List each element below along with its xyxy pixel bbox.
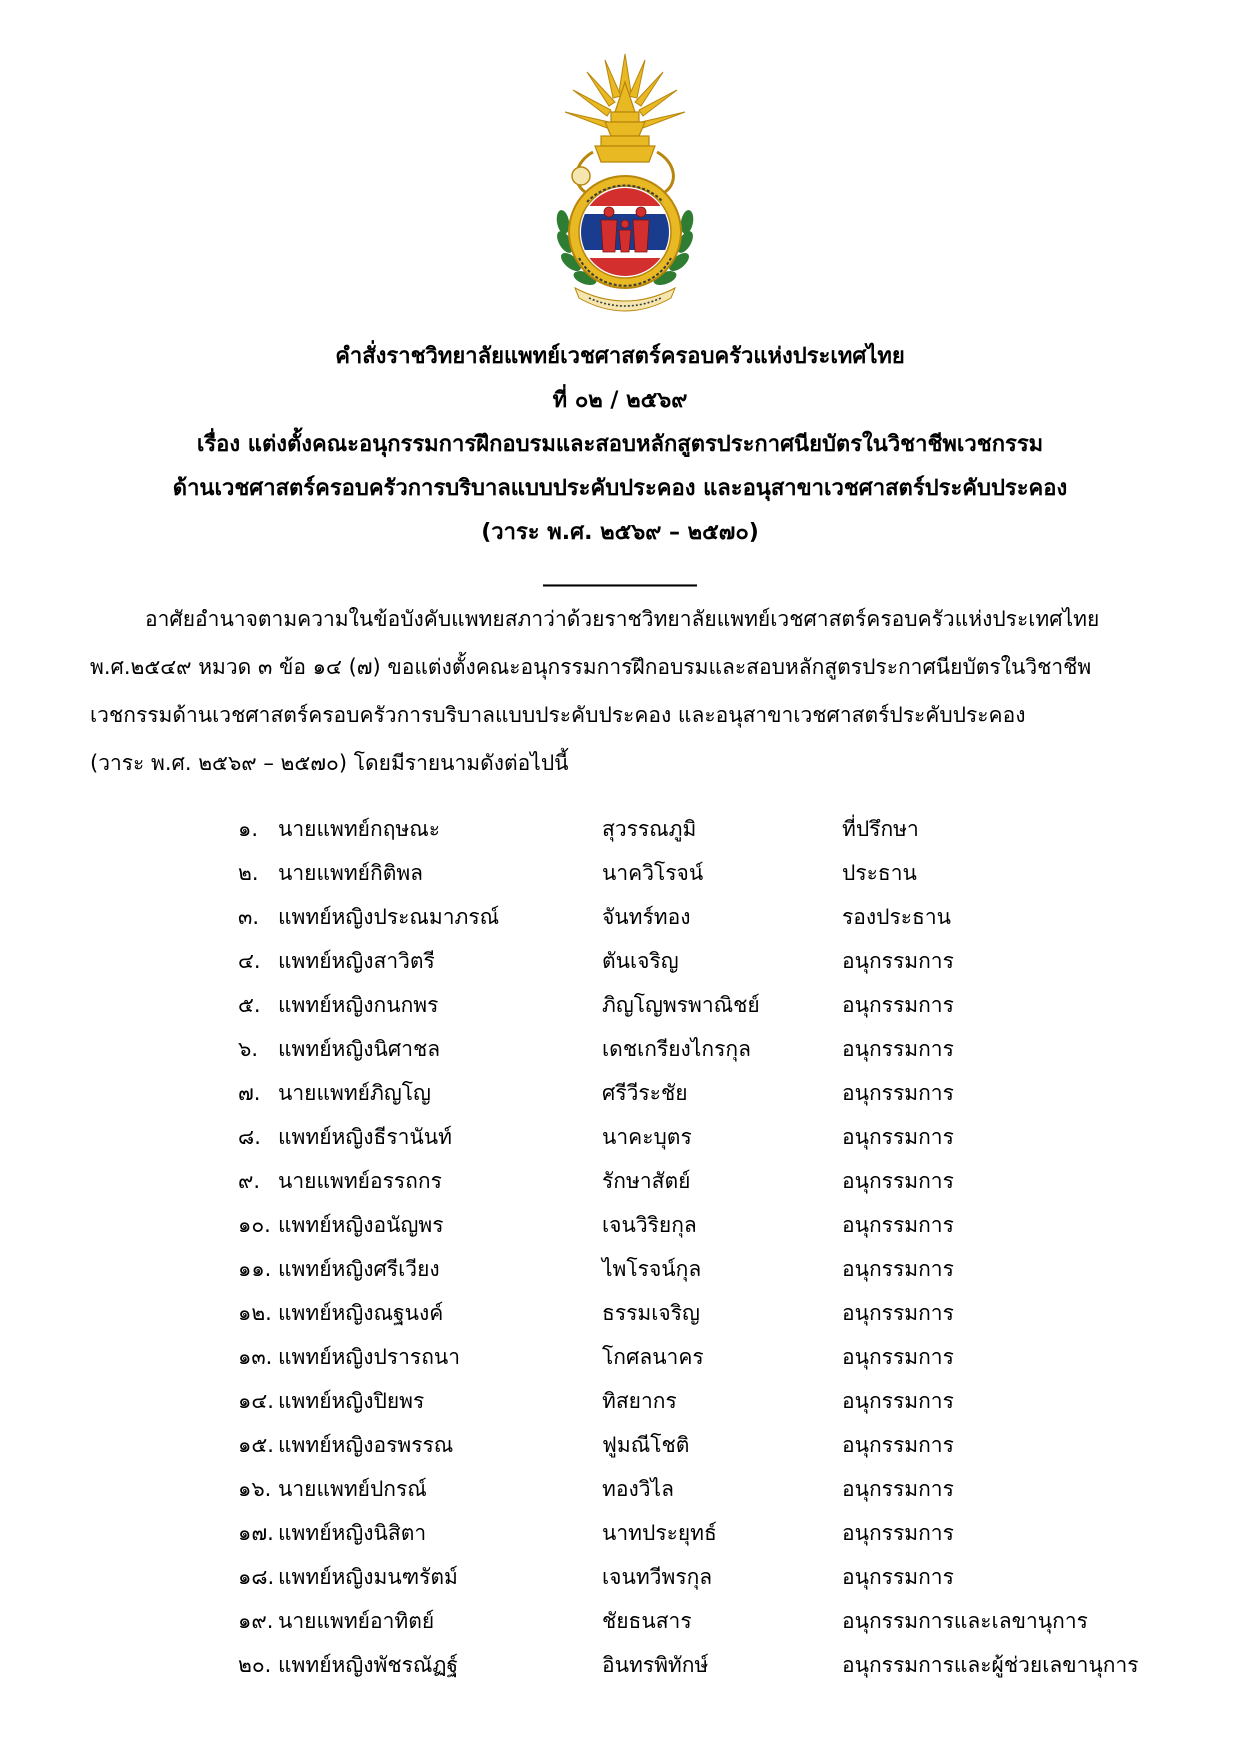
member-number: ๗. bbox=[238, 1081, 261, 1105]
member-number: ๘. bbox=[238, 1125, 261, 1149]
member-role: อนุกรรมการ bbox=[842, 1565, 954, 1589]
member-number: ๒. bbox=[238, 861, 259, 885]
preamble-line-1: อาศัยอำนาจตามความในข้อบังคับแพทยสภาว่าด้วยราชวิทยาลัยแพทย์เวชศาสตร์ครอบครัวแห่งประเทศไทย bbox=[145, 607, 1100, 631]
member-first-name: นายแพทย์กิติพล bbox=[278, 861, 424, 885]
member-role: อนุกรรมการ bbox=[842, 1037, 954, 1061]
member-number: ๑. bbox=[238, 817, 259, 841]
member-first-name: แพทย์หญิงอนัญพร bbox=[278, 1213, 444, 1237]
member-number: ๑๐. bbox=[238, 1213, 271, 1237]
member-last-name: ฟูมณีโชติ bbox=[602, 1433, 690, 1457]
member-number: ๒๐. bbox=[238, 1653, 272, 1677]
member-role: ที่ปรึกษา bbox=[842, 817, 919, 841]
member-role: อนุกรรมการและผู้ช่วยเลขานุการ bbox=[842, 1653, 1139, 1677]
member-first-name: แพทย์หญิงปิยพร bbox=[278, 1389, 425, 1413]
member-number: ๔. bbox=[238, 949, 261, 973]
member-last-name: อินทรพิทักษ์ bbox=[602, 1653, 709, 1677]
member-first-name: แพทย์หญิงอรพรรณ bbox=[278, 1433, 454, 1457]
title-divider: ______________ bbox=[543, 562, 697, 587]
member-role: อนุกรรมการ bbox=[842, 1301, 954, 1325]
member-last-name: ทิสยากร bbox=[602, 1389, 677, 1413]
member-number: ๑๘. bbox=[238, 1565, 275, 1589]
member-role: อนุกรรมการ bbox=[842, 1389, 954, 1413]
member-first-name: นายแพทย์ภิญโญ bbox=[278, 1081, 431, 1105]
member-last-name: นาควิโรจน์ bbox=[602, 861, 704, 885]
member-first-name: แพทย์หญิงสาวิตรี bbox=[278, 949, 435, 973]
member-row bbox=[0, 946, 1240, 990]
member-row bbox=[0, 1122, 1240, 1166]
member-number: ๑๙. bbox=[238, 1609, 274, 1633]
member-number: ๙. bbox=[238, 1169, 261, 1193]
member-row bbox=[0, 814, 1240, 858]
member-last-name: เจนวิริยกุล bbox=[602, 1213, 697, 1237]
member-number: ๑๑. bbox=[238, 1257, 272, 1281]
member-row bbox=[0, 1474, 1240, 1518]
member-row bbox=[0, 1078, 1240, 1122]
member-number: ๖. bbox=[238, 1037, 259, 1061]
member-first-name: แพทย์หญิงมนฑรัตม์ bbox=[278, 1565, 458, 1589]
member-role: ประธาน bbox=[842, 861, 917, 885]
member-role: อนุกรรมการ bbox=[842, 1477, 954, 1501]
member-role: อนุกรรมการ bbox=[842, 1213, 954, 1237]
member-first-name: แพทย์หญิงกนกพร bbox=[278, 993, 439, 1017]
member-first-name: แพทย์หญิงนิศาชล bbox=[278, 1037, 441, 1061]
member-role: อนุกรรมการและเลขานุการ bbox=[842, 1609, 1088, 1633]
member-last-name: ธรรมเจริญ bbox=[602, 1301, 700, 1325]
member-row bbox=[0, 1210, 1240, 1254]
member-number: ๑๒. bbox=[238, 1301, 272, 1325]
member-row bbox=[0, 1606, 1240, 1650]
royal-college-emblem-icon bbox=[535, 52, 715, 322]
member-list bbox=[0, 814, 1240, 1694]
member-first-name: แพทย์หญิงประณมาภรณ์ bbox=[278, 905, 500, 929]
member-role: รองประธาน bbox=[842, 905, 951, 929]
member-row bbox=[0, 1342, 1240, 1386]
member-number: ๑๕. bbox=[238, 1433, 274, 1457]
member-role: อนุกรรมการ bbox=[842, 949, 954, 973]
member-last-name: ทองวิไล bbox=[602, 1477, 674, 1501]
member-row bbox=[0, 990, 1240, 1034]
member-row bbox=[0, 858, 1240, 902]
order-number: ที่ ๐๒ / ๒๕๖๙ bbox=[552, 388, 688, 413]
subject-line-1: เรื่อง แต่งตั้งคณะอนุกรรมการฝึกอบรมและสอบหลักสูตรประกาศนียบัตรในวิชาชีพเวชกรรม bbox=[196, 432, 1044, 457]
member-last-name: ภิญโญพรพาณิชย์ bbox=[602, 993, 760, 1017]
member-number: ๑๔. bbox=[238, 1389, 274, 1413]
member-last-name: ตันเจริญ bbox=[602, 949, 679, 973]
member-role: อนุกรรมการ bbox=[842, 1257, 954, 1281]
member-first-name: นายแพทย์ปกรณ์ bbox=[278, 1477, 427, 1501]
member-row bbox=[0, 1166, 1240, 1210]
member-last-name: สุวรรณภูมิ bbox=[602, 817, 697, 841]
member-last-name: นาคะบุตร bbox=[602, 1125, 692, 1149]
member-role: อนุกรรมการ bbox=[842, 1169, 954, 1193]
member-number: ๑๓. bbox=[238, 1345, 273, 1369]
term-line: (วาระ พ.ศ. ๒๕๖๙ – ๒๕๗๐) bbox=[481, 520, 759, 545]
member-first-name: นายแพทย์อาทิตย์ bbox=[278, 1609, 435, 1633]
member-last-name: เดชเกรียงไกรกุล bbox=[602, 1037, 751, 1061]
member-row bbox=[0, 1386, 1240, 1430]
member-row bbox=[0, 1034, 1240, 1078]
member-first-name: นายแพทย์อรรถกร bbox=[278, 1169, 442, 1193]
member-last-name: โกศลนาคร bbox=[602, 1345, 704, 1369]
member-role: อนุกรรมการ bbox=[842, 1081, 954, 1105]
member-row bbox=[0, 1430, 1240, 1474]
member-last-name: ชัยธนสาร bbox=[602, 1609, 692, 1633]
document-title: คำสั่งราชวิทยาลัยแพทย์เวชศาสตร์ครอบครัวแห่งประเทศไทย bbox=[335, 344, 905, 369]
member-row bbox=[0, 1254, 1240, 1298]
preamble-line-2: พ.ศ.๒๕๔๙ หมวด ๓ ข้อ ๑๔ (๗) ขอแต่งตั้งคณะอนุกรรมการฝึกอบรมและสอบหลักสูตรประกาศนียบัตรในวิชาชีพ bbox=[90, 655, 1092, 679]
member-last-name: จันทร์ทอง bbox=[602, 905, 691, 929]
subject-line-2: ด้านเวชศาสตร์ครอบครัวการบริบาลแบบประคับประคอง และอนุสาขาเวชศาสตร์ประคับประคอง bbox=[172, 476, 1068, 501]
member-role: อนุกรรมการ bbox=[842, 1125, 954, 1149]
member-role: อนุกรรมการ bbox=[842, 1433, 954, 1457]
member-last-name: รักษาสัตย์ bbox=[602, 1169, 691, 1193]
member-row bbox=[0, 1562, 1240, 1606]
member-first-name: แพทย์หญิงณฐนงค์ bbox=[278, 1301, 444, 1325]
member-row bbox=[0, 1298, 1240, 1342]
preamble-line-3: เวชกรรมด้านเวชศาสตร์ครอบครัวการบริบาลแบบประคับประคอง และอนุสาขาเวชศาสตร์ประคับประคอง bbox=[90, 703, 1026, 727]
member-last-name: ไพโรจน์กุล bbox=[602, 1257, 702, 1281]
member-role: อนุกรรมการ bbox=[842, 1345, 954, 1369]
member-number: ๑๖. bbox=[238, 1477, 272, 1501]
member-first-name: แพทย์หญิงพัชรณัฏฐ์ bbox=[278, 1653, 459, 1677]
member-first-name: แพทย์หญิงนิสิตา bbox=[278, 1521, 427, 1545]
preamble-line-4: (วาระ พ.ศ. ๒๕๖๙ – ๒๕๗๐) โดยมีรายนามดังต่อไปนี้ bbox=[90, 751, 569, 775]
member-last-name: เจนทวีพรกุล bbox=[602, 1565, 713, 1589]
member-row bbox=[0, 1518, 1240, 1562]
member-number: ๕. bbox=[238, 993, 261, 1017]
member-first-name: แพทย์หญิงธีรานันท์ bbox=[278, 1125, 452, 1149]
member-number: ๓. bbox=[238, 905, 260, 929]
member-role: อนุกรรมการ bbox=[842, 1521, 954, 1545]
member-row bbox=[0, 902, 1240, 946]
member-last-name: นาทประยุทธ์ bbox=[602, 1521, 717, 1545]
member-row bbox=[0, 1650, 1240, 1694]
member-first-name: แพทย์หญิงปรารถนา bbox=[278, 1345, 461, 1369]
member-role: อนุกรรมการ bbox=[842, 993, 954, 1017]
member-last-name: ศรีวีระชัย bbox=[602, 1081, 688, 1105]
member-number: ๑๗. bbox=[238, 1521, 274, 1545]
member-first-name: แพทย์หญิงศรีเวียง bbox=[278, 1257, 440, 1281]
member-first-name: นายแพทย์กฤษณะ bbox=[278, 817, 441, 841]
